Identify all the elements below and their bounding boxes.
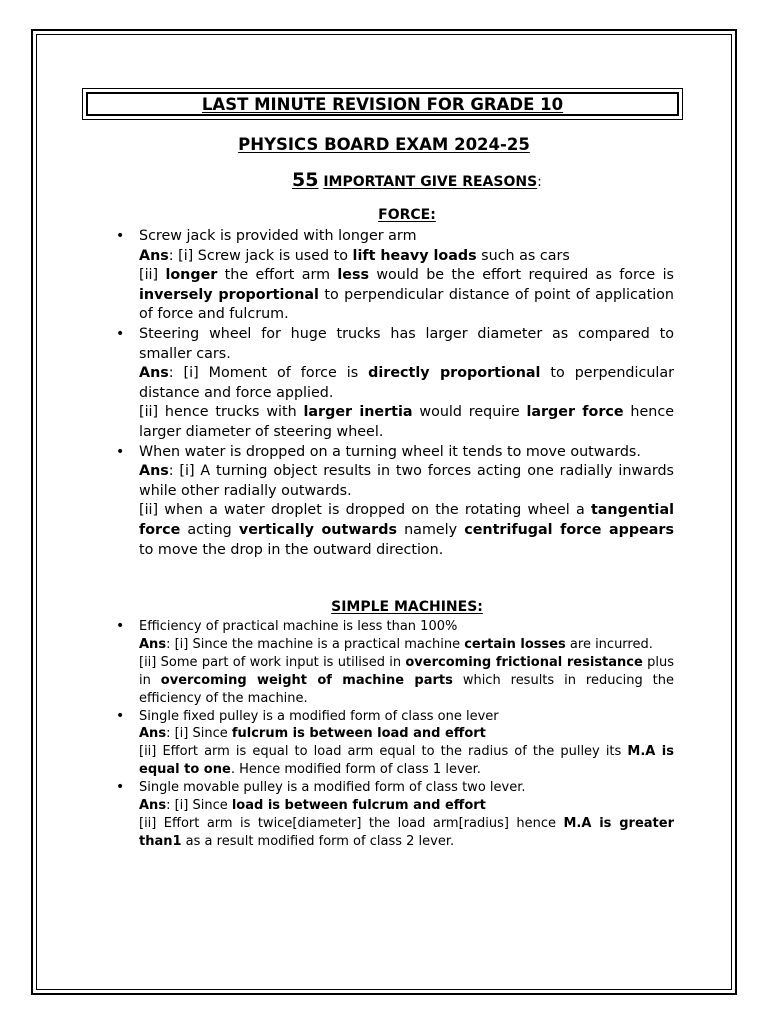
list-item xyxy=(139,618,674,708)
list-item xyxy=(139,779,674,851)
document-subtitle: PHYSICS BOARD EXAM 2024-25 xyxy=(238,135,530,154)
question-text: • When water is dropped on a turning wheel it tends to move outwards. xyxy=(139,443,641,460)
list-item xyxy=(139,325,674,443)
list-item xyxy=(139,227,674,325)
force-list xyxy=(139,227,674,560)
list-item xyxy=(139,443,674,561)
section-title-force: FORCE: xyxy=(378,207,436,223)
question-text: • Efficiency of practical machine is less than 100% xyxy=(139,619,458,634)
section-title-simple-machines: SIMPLE MACHINES: xyxy=(331,599,483,615)
list-item xyxy=(139,708,674,780)
simple-machines-list xyxy=(139,618,674,851)
heading-number: 55 xyxy=(292,169,319,191)
answer-text: [ii] Some part of work input is utilised in overcoming frictional resistance plus in overcoming weight of machine parts which results in reducing the efficiency of the machine. xyxy=(139,654,674,706)
answer-text: Ans: [i] A turning object results in two forces acting one radially inwards while other radially outwards. xyxy=(139,463,674,499)
question-text: • Screw jack is provided with longer arm xyxy=(139,228,417,244)
answer-text: Ans: [i] Moment of force is directly proportional to perpendicular distance and force applied. xyxy=(139,365,674,401)
question-text: • Steering wheel for huge trucks has larger diameter as compared to smaller cars. xyxy=(139,325,674,362)
answer-text: Ans: [i] Screw jack is used to lift heavy loads such as cars xyxy=(139,247,570,264)
answer-text: Ans: [i] Since load is between fulcrum and effort xyxy=(139,798,486,814)
answer-text: Ans: [i] Since fulcrum is between load and effort xyxy=(139,726,486,742)
answer-text: Ans: [i] Since the machine is a practical machine certain losses are incurred. xyxy=(139,636,653,652)
document-title: LAST MINUTE REVISION FOR GRADE 10 xyxy=(201,94,564,114)
answer-text: [ii] longer the effort arm less would be the effort required as force is inversely proportional to perpendicular distance of point of application of force and fulcrum. xyxy=(139,267,674,323)
heading-text: IMPORTANT GIVE REASONS xyxy=(323,174,538,190)
heading-colon: : xyxy=(537,174,542,190)
section-heading xyxy=(292,169,542,191)
answer-text: [ii] Effort arm is twice[diameter] the load arm[radius] hence M.A is greater than1 as a result modified form of class 2 lever. xyxy=(139,815,674,849)
question-text: • Single fixed pulley is a modified form of class one lever xyxy=(139,708,499,724)
question-text: • Single movable pulley is a modified form of class two lever. xyxy=(139,780,526,796)
answer-text: [ii] hence trucks with larger inertia would require larger force hence larger diameter of steering wheel. xyxy=(139,404,674,440)
title-box xyxy=(82,88,683,120)
answer-text: [ii] Effort arm is equal to load arm equal to the radius of the pulley its M.A is equal to one. Hence modified form of class 1 lever. xyxy=(139,744,674,778)
answer-text: [ii] when a water droplet is dropped on the rotating wheel a tangential force acting vertically outwards namely centrifugal force appears to move the drop in the outward direction. xyxy=(139,502,674,558)
